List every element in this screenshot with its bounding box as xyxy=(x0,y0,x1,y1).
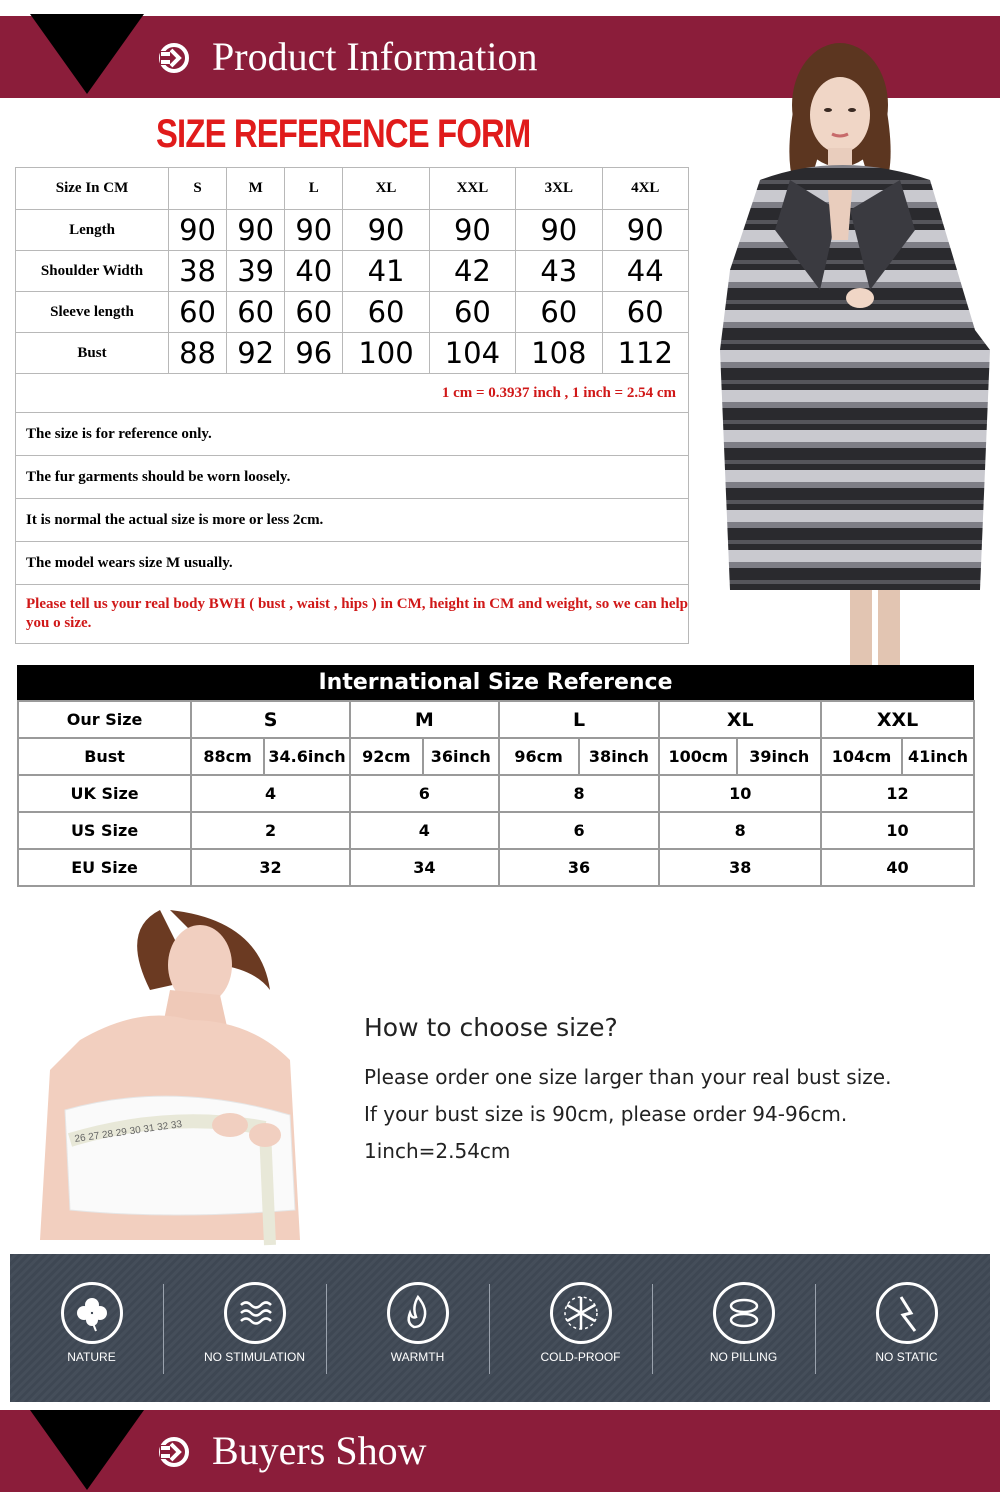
arrow-right-icon xyxy=(158,1436,190,1468)
intl-eu-row xyxy=(18,849,974,886)
table-cell: 41 xyxy=(343,251,429,292)
table-cell: 88cm xyxy=(191,738,264,775)
table-cell: 4 xyxy=(191,775,350,812)
size-row-sleeve xyxy=(16,292,689,333)
note-text: The size is for reference only. xyxy=(16,413,689,456)
table-cell: 90 xyxy=(429,210,515,251)
table-cell: 60 xyxy=(169,292,227,333)
model-fur-coat-photo xyxy=(700,30,1000,665)
size-header-row xyxy=(16,168,689,210)
table-cell: 39 xyxy=(227,251,285,292)
note-row-red xyxy=(16,585,689,644)
size-col: M xyxy=(227,168,285,210)
waves-icon xyxy=(224,1282,286,1344)
feature-cold-proof xyxy=(499,1254,662,1402)
table-cell: 90 xyxy=(516,210,602,251)
table-cell: 10 xyxy=(821,812,974,849)
banner-title: Product Information xyxy=(212,34,538,79)
row-label: UK Size xyxy=(18,775,191,812)
size-col: XXL xyxy=(821,701,974,738)
table-cell: 44 xyxy=(602,251,689,292)
table-cell: 43 xyxy=(516,251,602,292)
table-cell: 60 xyxy=(429,292,515,333)
divider xyxy=(163,1284,164,1374)
size-col: XL xyxy=(343,168,429,210)
clover-icon xyxy=(61,1282,123,1344)
table-cell: 34 xyxy=(350,849,499,886)
table-cell: 90 xyxy=(602,210,689,251)
intl-bust-row xyxy=(18,738,974,775)
size-col: 4XL xyxy=(602,168,689,210)
intl-size-table xyxy=(17,700,975,887)
table-cell: 60 xyxy=(227,292,285,333)
intl-header-row xyxy=(18,701,974,738)
feature-label: COLD-PROOF xyxy=(540,1350,621,1364)
size-col: M xyxy=(350,701,499,738)
conversion-row xyxy=(16,374,689,413)
table-cell: 104 xyxy=(429,333,515,374)
feature-no-stimulation xyxy=(173,1254,336,1402)
note-row xyxy=(16,413,689,456)
banner-title: Buyers Show xyxy=(212,1428,427,1473)
feature-nature xyxy=(10,1254,173,1402)
size-col: S xyxy=(191,701,350,738)
row-label: US Size xyxy=(18,812,191,849)
bust-measuring-photo xyxy=(20,910,320,1250)
note-row xyxy=(16,456,689,499)
row-label: Bust xyxy=(18,738,191,775)
size-col: XXL xyxy=(429,168,515,210)
table-cell: 90 xyxy=(169,210,227,251)
size-col: S xyxy=(169,168,227,210)
feature-label: NO STIMULATION xyxy=(203,1350,306,1364)
note-text: It is normal the actual size is more or less 2cm. xyxy=(16,499,689,542)
table-cell: 96 xyxy=(285,333,343,374)
table-cell: 32 xyxy=(191,849,350,886)
table-cell: 60 xyxy=(285,292,343,333)
table-cell: 36inch xyxy=(423,738,499,775)
size-reference-title: SIZE REFERENCE FORM xyxy=(156,112,531,156)
size-row-bust xyxy=(16,333,689,374)
table-cell: 88 xyxy=(169,333,227,374)
feature-label: NO STATIC xyxy=(875,1350,938,1364)
how-to-title: How to choose size? xyxy=(364,1013,618,1042)
divider xyxy=(326,1284,327,1374)
size-row-shoulder xyxy=(16,251,689,292)
row-label: EU Size xyxy=(18,849,191,886)
table-cell: 8 xyxy=(499,775,660,812)
table-cell: 90 xyxy=(343,210,429,251)
table-cell: 8 xyxy=(659,812,821,849)
arrow-right-icon xyxy=(158,42,190,74)
divider xyxy=(489,1284,490,1374)
feature-no-static xyxy=(825,1254,988,1402)
table-cell: 60 xyxy=(343,292,429,333)
note-text: The fur garments should be worn loosely. xyxy=(16,456,689,499)
conversion-note: 1 cm = 0.3937 inch , 1 inch = 2.54 cm xyxy=(16,374,689,413)
features-strip xyxy=(10,1254,990,1402)
banner-triangle xyxy=(30,14,144,94)
row-label: Shoulder Width xyxy=(16,251,169,292)
feature-label: NATURE xyxy=(67,1350,116,1364)
table-cell: 41inch xyxy=(902,738,974,775)
table-cell: 38 xyxy=(169,251,227,292)
size-col: L xyxy=(499,701,660,738)
size-col: L xyxy=(285,168,343,210)
table-cell: 40 xyxy=(285,251,343,292)
table-cell: 39inch xyxy=(737,738,821,775)
size-col: XL xyxy=(659,701,821,738)
buyers-show-banner xyxy=(0,1410,1000,1492)
how-to-line: If your bust size is 90cm, please order 94-96cm. xyxy=(364,1102,848,1126)
flame-icon xyxy=(387,1282,449,1344)
table-cell: 60 xyxy=(516,292,602,333)
table-cell: 4 xyxy=(350,812,499,849)
feature-label: NO PILLING xyxy=(709,1350,778,1364)
table-cell: 90 xyxy=(285,210,343,251)
table-cell: 34.6inch xyxy=(264,738,350,775)
table-cell: 6 xyxy=(350,775,499,812)
table-cell: 90 xyxy=(227,210,285,251)
divider xyxy=(652,1284,653,1374)
table-cell: 108 xyxy=(516,333,602,374)
table-cell: 100cm xyxy=(659,738,737,775)
table-cell: 104cm xyxy=(821,738,902,775)
note-row xyxy=(16,499,689,542)
feature-warmth xyxy=(336,1254,499,1402)
table-cell: 36 xyxy=(499,849,660,886)
row-label: Sleeve length xyxy=(16,292,169,333)
table-cell: 38 xyxy=(659,849,821,886)
size-reference-table xyxy=(15,167,689,644)
table-cell: 112 xyxy=(602,333,689,374)
feature-no-pilling xyxy=(662,1254,825,1402)
coil-icon xyxy=(713,1282,775,1344)
intl-uk-row xyxy=(18,775,974,812)
row-label: Our Size xyxy=(18,701,191,738)
table-cell: 96cm xyxy=(499,738,579,775)
note-row xyxy=(16,542,689,585)
how-to-line: Please order one size larger than your real bust size. xyxy=(364,1065,892,1089)
table-cell: 10 xyxy=(659,775,821,812)
row-label: Length xyxy=(16,210,169,251)
table-cell: 40 xyxy=(821,849,974,886)
table-cell: 100 xyxy=(343,333,429,374)
size-col: 3XL xyxy=(516,168,602,210)
table-cell: 6 xyxy=(499,812,660,849)
banner-triangle xyxy=(30,1410,144,1490)
intl-size-title: International Size Reference xyxy=(17,665,974,700)
size-row-length xyxy=(16,210,689,251)
table-cell: 42 xyxy=(429,251,515,292)
row-label: Bust xyxy=(16,333,169,374)
feature-label: WARMTH xyxy=(390,1350,445,1364)
table-cell: 92cm xyxy=(350,738,423,775)
snowflake-icon xyxy=(550,1282,612,1344)
divider xyxy=(815,1284,816,1374)
table-cell: 92 xyxy=(227,333,285,374)
note-text-red: Please tell us your real body BWH ( bust , waist , hips ) in CM, height in CM and weight, so we can help you o size. xyxy=(16,585,689,644)
table-cell: 12 xyxy=(821,775,974,812)
table-cell: 60 xyxy=(602,292,689,333)
size-header-label: Size In CM xyxy=(16,168,169,210)
table-cell: 2 xyxy=(191,812,350,849)
tape-numbers: 26 27 28 29 30 31 32 33 xyxy=(73,1118,183,1145)
note-text: The model wears size M usually. xyxy=(16,542,689,585)
how-to-line: 1inch=2.54cm xyxy=(364,1139,511,1163)
table-cell: 38inch xyxy=(579,738,660,775)
lightning-icon xyxy=(876,1282,938,1344)
intl-us-row xyxy=(18,812,974,849)
